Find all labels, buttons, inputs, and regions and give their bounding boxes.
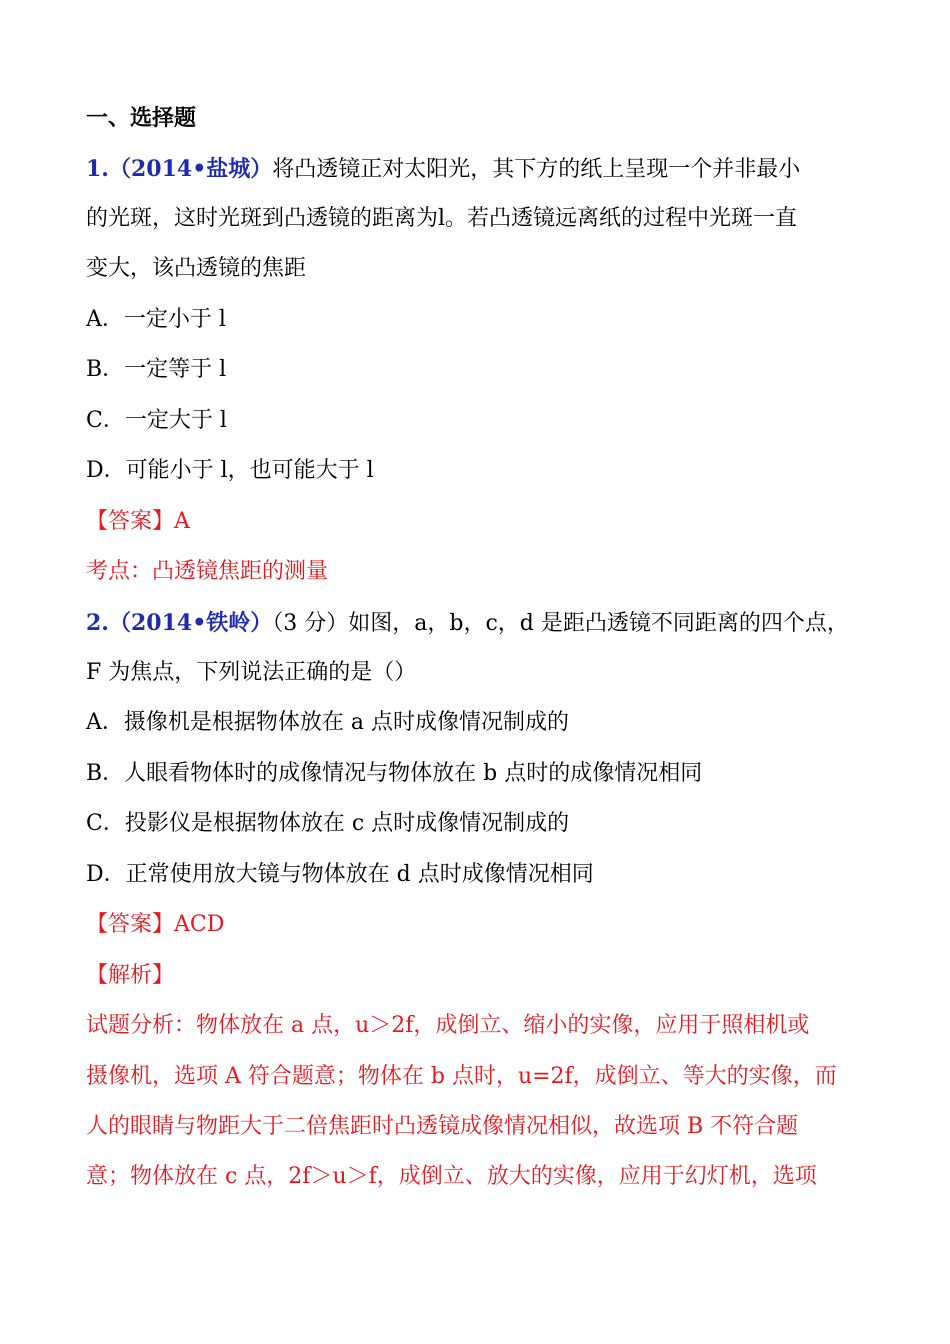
q1-first-line [86,154,890,185]
q2-answer: 【答案】ACD [86,912,225,937]
q2-option-d: D．正常使用放大镜与物体放在 d 点时成像情况相同 [86,862,594,887]
q1-point: 考点：凸透镜焦距的测量 [86,559,329,584]
q2-label: 2.（2014•铁岭） [86,610,273,636]
q1-stem-line-1: 将凸透镜正对太阳光，其下方的纸上呈现一个并非最小 [272,157,801,182]
q2-analysis-label: 【解析】 [86,963,175,988]
q2-option-b: B．人眼看物体时的成像情况与物体放在 b 点时的成像情况相同 [86,761,703,786]
q1-option-c: C．一定大于 l [86,408,227,433]
q2-option-c: C．投影仪是根据物体放在 c 点时成像情况制成的 [86,811,570,836]
q1-stem-line-3: 变大，该凸透镜的焦距 [86,256,307,281]
q1-answer: 【答案】A [86,509,190,534]
q2-analysis-line-1: 试题分析：物体放在 a 点，u＞2f，成倒立、缩小的实像，应用于照相机或 [86,1013,810,1038]
q1-label: 1.（2014•盐城） [86,156,273,182]
q2-first-line [86,608,890,639]
q2-analysis-line-4: 意；物体放在 c 点，2f＞u＞f，成倒立、放大的实像，应用于幻灯机，选项 [86,1164,817,1189]
q1-option-d: D．可能小于 l，也可能大于 l [86,458,374,483]
q2-analysis-line-2: 摄像机，选项 A 符合题意；物体在 b 点时，u=2f，成倒立、等大的实像，而 [86,1064,837,1089]
q2-stem-line-1: （3 分）如图，a，b，c，d 是距凸透镜不同距离的四个点， [272,611,849,636]
section-title: 一、选择题 [86,106,197,131]
q2-option-a: A．摄像机是根据物体放在 a 点时成像情况制成的 [86,710,569,735]
q1-option-a: A．一定小于 l [86,307,226,332]
q1-stem-line-2: 的光斑，这时光斑到凸透镜的距离为l。若凸透镜远离纸的过程中光斑一直 [86,206,798,231]
q1-option-b: B．一定等于 l [86,357,227,382]
q2-stem-line-2: F 为焦点，下列说法正确的是（） [86,660,417,685]
q2-analysis-line-3: 人的眼睛与物距大于二倍焦距时凸透镜成像情况相似，故选项 B 不符合题 [86,1114,799,1139]
